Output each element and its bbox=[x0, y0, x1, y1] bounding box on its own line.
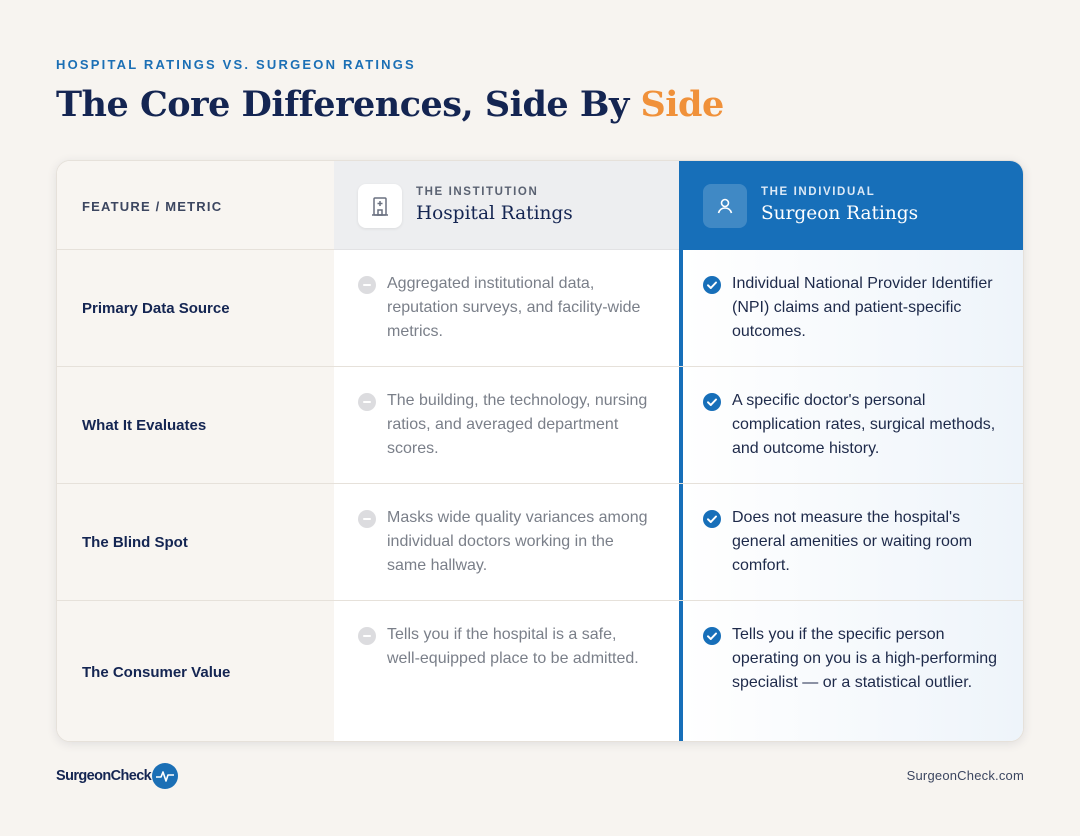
title-accent: Side bbox=[640, 84, 724, 125]
surgeon-text: Tells you if the specific person operating on you is a high-performing specialist — or a statistical outlier. bbox=[732, 626, 998, 691]
hospital-cell bbox=[334, 250, 679, 366]
surgeon-cell bbox=[679, 484, 1024, 600]
brand-name: SurgeonCheck bbox=[56, 768, 152, 784]
comparison-table bbox=[56, 160, 1024, 742]
feature-cell bbox=[57, 250, 334, 366]
brand-logo[interactable] bbox=[56, 763, 178, 789]
individual-title: Surgeon Ratings bbox=[761, 203, 919, 224]
feature-cell bbox=[57, 367, 334, 483]
institution-kicker: THE INSTITUTION bbox=[416, 186, 539, 198]
feature-cell bbox=[57, 484, 334, 600]
institution-title: Hospital Ratings bbox=[416, 203, 573, 224]
person-icon bbox=[703, 184, 747, 228]
table-row bbox=[57, 367, 1024, 484]
surgeon-text: Individual National Provider Identifier (NPI) claims and patient-specific outcomes. bbox=[732, 275, 993, 340]
footer-url[interactable]: SurgeonCheck.com bbox=[906, 768, 1024, 783]
feature-label: The Consumer Value bbox=[82, 663, 231, 681]
hospital-text: Masks wide quality variances among individual doctors working in the same hallway. bbox=[387, 509, 648, 574]
minus-circle-icon bbox=[358, 276, 376, 294]
feature-label: The Blind Spot bbox=[82, 533, 188, 551]
individual-kicker: THE INDIVIDUAL bbox=[761, 186, 876, 198]
hospital-cell bbox=[334, 484, 679, 600]
page-title bbox=[56, 84, 724, 125]
minus-circle-icon bbox=[358, 393, 376, 411]
heartbeat-icon bbox=[152, 763, 178, 789]
check-circle-icon bbox=[703, 627, 721, 645]
table-row bbox=[57, 250, 1024, 367]
feature-header-label: FEATURE / METRIC bbox=[82, 199, 223, 214]
feature-label: Primary Data Source bbox=[82, 299, 230, 317]
surgeon-text: A specific doctor's personal complication rates, surgical methods, and outcome history. bbox=[732, 392, 996, 457]
eyebrow-label: HOSPITAL RATINGS VS. SURGEON RATINGS bbox=[56, 57, 416, 72]
check-circle-icon bbox=[703, 510, 721, 528]
institution-column-header bbox=[334, 161, 679, 250]
hospital-building-icon bbox=[358, 184, 402, 228]
hospital-cell bbox=[334, 367, 679, 483]
hospital-text: Aggregated institutional data, reputation surveys, and facility-wide metrics. bbox=[387, 275, 641, 340]
table-row bbox=[57, 601, 1024, 742]
individual-column-header bbox=[679, 161, 1024, 250]
hospital-text: The building, the technology, nursing ratios, and averaged department scores. bbox=[387, 392, 648, 457]
title-main: The Core Differences, Side By bbox=[56, 84, 641, 125]
minus-circle-icon bbox=[358, 510, 376, 528]
surgeon-cell bbox=[679, 601, 1024, 742]
surgeon-cell bbox=[679, 250, 1024, 366]
surgeon-cell bbox=[679, 367, 1024, 483]
feature-label: What It Evaluates bbox=[82, 416, 207, 434]
feature-column-header bbox=[57, 161, 334, 250]
check-circle-icon bbox=[703, 393, 721, 411]
hospital-cell bbox=[334, 601, 679, 742]
minus-circle-icon bbox=[358, 627, 376, 645]
table-row bbox=[57, 484, 1024, 601]
surgeon-text: Does not measure the hospital's general amenities or waiting room comfort. bbox=[732, 509, 973, 574]
check-circle-icon bbox=[703, 276, 721, 294]
feature-cell bbox=[57, 601, 334, 742]
hospital-text: Tells you if the hospital is a safe, well-equipped place to be admitted. bbox=[387, 626, 639, 667]
